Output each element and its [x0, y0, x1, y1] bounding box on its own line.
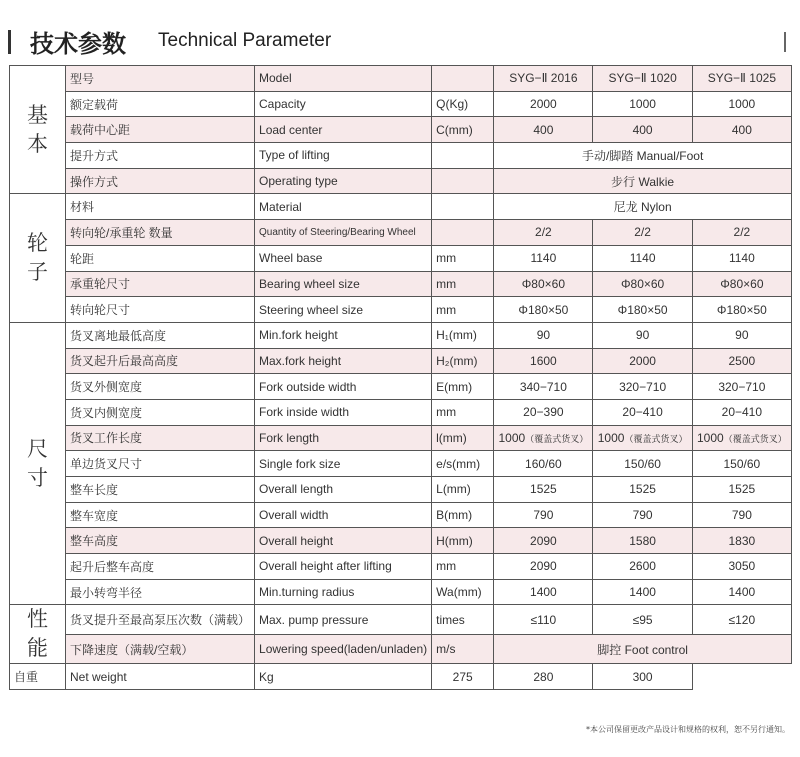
- value-text: 790: [632, 508, 653, 523]
- param-unit: Wa(mm): [432, 579, 494, 605]
- table-row: [10, 477, 792, 503]
- value-text: 1400: [728, 585, 756, 600]
- value-text: 20−390: [523, 405, 564, 420]
- spec-table: [9, 65, 792, 690]
- group-char: 寸: [27, 466, 48, 490]
- param-unit: mm: [432, 399, 494, 425]
- param-name-en: Operating type: [255, 168, 432, 194]
- param-value: [692, 297, 791, 323]
- value-text: 90: [635, 328, 650, 343]
- param-value: [494, 91, 593, 117]
- param-unit: B(mm): [432, 502, 494, 528]
- param-value: [692, 117, 791, 143]
- value-text: 2/2: [535, 225, 552, 240]
- value-text: 3050: [728, 559, 756, 574]
- value-text: SYG−Ⅱ 2016: [509, 71, 578, 86]
- param-value-all: 脚控 Foot control: [494, 634, 792, 664]
- page-header: [8, 24, 792, 58]
- value-text: 400: [632, 122, 653, 137]
- param-value: [692, 399, 791, 425]
- header-bar: [8, 30, 11, 54]
- group-label-perf: [10, 605, 66, 664]
- param-value: [494, 220, 593, 246]
- param-value: [692, 271, 791, 297]
- param-value: [692, 605, 791, 635]
- param-value: [593, 528, 692, 554]
- table-row: [10, 168, 792, 194]
- value-note: （覆盖式货叉）: [525, 433, 589, 444]
- param-value: [494, 271, 593, 297]
- table-row: [10, 451, 792, 477]
- param-value: [494, 451, 593, 477]
- group-label-size: [10, 322, 66, 605]
- param-value: [593, 579, 692, 605]
- param-unit: H(mm): [432, 528, 494, 554]
- value-text: 1525: [728, 482, 756, 497]
- param-value-all: 步行 Walkie: [494, 168, 792, 194]
- param-value: [593, 220, 692, 246]
- param-name-cn: 货叉提升至最高泵压次数（满载）: [66, 605, 255, 635]
- param-name-en: Type of lifting: [255, 143, 432, 169]
- table-row: [10, 634, 792, 664]
- param-value: [593, 477, 692, 503]
- table-row: [10, 605, 792, 635]
- param-value: [494, 399, 593, 425]
- param-unit: m/s: [432, 634, 494, 664]
- value-text: 1525: [629, 482, 656, 497]
- param-name-en: Overall width: [255, 502, 432, 528]
- group-char: 轮: [27, 232, 48, 256]
- param-name-en: Material: [255, 194, 432, 220]
- param-name-cn: 货叉起升后最高高度: [66, 348, 255, 374]
- value-text: 150/60: [723, 456, 761, 471]
- param-unit: C(mm): [432, 117, 494, 143]
- param-name-cn: 单边货叉尺寸: [66, 451, 255, 477]
- group-char: 能: [27, 637, 48, 661]
- param-name-cn: 操作方式: [66, 168, 255, 194]
- param-name-en: Steering wheel size: [255, 297, 432, 323]
- value-text: 150/60: [624, 456, 661, 471]
- param-name-en: Lowering speed(laden/unladen): [255, 634, 432, 664]
- param-name-cn: 承重轮尺寸: [66, 271, 255, 297]
- param-value: [494, 425, 593, 451]
- footnote: *本公司保留更改产品设计和规格的权利，恕不另行通知。: [586, 725, 790, 734]
- value-text: 400: [533, 122, 554, 137]
- table-row: [10, 664, 792, 690]
- value-text: 275: [452, 669, 473, 684]
- param-value: [593, 245, 692, 271]
- param-value: [593, 271, 692, 297]
- table-row: [10, 245, 792, 271]
- param-name-en: Quantity of Steering/Bearing Wheel: [255, 220, 432, 246]
- param-value: [692, 502, 791, 528]
- header-tick: [784, 32, 786, 52]
- param-unit: [432, 220, 494, 246]
- value-text: ≤110: [530, 612, 557, 627]
- param-value: [593, 374, 692, 400]
- param-value: [494, 117, 593, 143]
- value-text: 2090: [530, 533, 557, 548]
- param-unit: mm: [432, 271, 494, 297]
- value-text: 1000: [597, 430, 625, 445]
- param-unit: mm: [432, 554, 494, 580]
- param-value: [494, 322, 593, 348]
- value-text: 790: [731, 508, 752, 523]
- value-text: 1600: [530, 353, 557, 368]
- param-name-cn: 转向轮/承重轮 数量: [66, 220, 255, 246]
- param-name-en: Bearing wheel size: [255, 271, 432, 297]
- param-unit: [432, 194, 494, 220]
- value-text: Φ180×50: [716, 302, 767, 317]
- param-value: [692, 528, 791, 554]
- value-text: 1580: [629, 533, 656, 548]
- table-row: [10, 374, 792, 400]
- param-value: [494, 528, 593, 554]
- value-note: （覆盖式货叉）: [723, 433, 787, 444]
- param-value: [692, 425, 791, 451]
- value-text: 2090: [530, 559, 557, 574]
- param-value: [494, 348, 593, 374]
- param-name-cn: 载荷中心距: [66, 117, 255, 143]
- value-text: 2000: [629, 353, 656, 368]
- param-unit: times: [432, 605, 494, 635]
- param-name-en: Fork inside width: [255, 399, 432, 425]
- title-cn: 技术参数: [30, 30, 126, 58]
- param-name-en: Fork length: [255, 425, 432, 451]
- param-name-cn: 额定载荷: [66, 91, 255, 117]
- table-row: [10, 425, 792, 451]
- group-char: 本: [27, 132, 48, 156]
- param-name-cn: 轮距: [66, 245, 255, 271]
- value-text: 400: [731, 122, 752, 137]
- value-text: 320−710: [718, 379, 766, 394]
- param-name-cn: 起升后整车高度: [66, 554, 255, 580]
- param-value: [593, 348, 692, 374]
- param-unit: [432, 168, 494, 194]
- param-value: [593, 605, 692, 635]
- value-text: 1000: [728, 97, 756, 112]
- value-text: 1140: [728, 251, 755, 266]
- param-name-en: Net weight: [66, 664, 255, 690]
- table-row: [10, 271, 792, 297]
- param-value: [692, 245, 791, 271]
- param-value: [593, 91, 692, 117]
- value-text: 20−410: [721, 405, 763, 420]
- value-text: 1000: [629, 97, 656, 112]
- value-note: （覆盖式货叉）: [624, 433, 688, 444]
- value-text: 2/2: [634, 225, 651, 240]
- param-name-en: Load center: [255, 117, 432, 143]
- param-name-en: Overall height after lifting: [255, 554, 432, 580]
- param-name-en: Model: [255, 66, 432, 92]
- value-text: 1000: [498, 430, 526, 445]
- param-value: [494, 502, 593, 528]
- param-unit: [432, 322, 494, 348]
- value-text: 340−710: [519, 379, 567, 394]
- value-text: Φ80×60: [521, 276, 565, 291]
- param-name-en: Overall height: [255, 528, 432, 554]
- value-text: 20−410: [622, 405, 663, 420]
- param-value: [692, 322, 791, 348]
- param-name-en: Max. pump pressure: [255, 605, 432, 635]
- param-value: [494, 374, 593, 400]
- value-text: 2000: [530, 97, 557, 112]
- value-text: Φ180×50: [617, 302, 668, 317]
- table-row: [10, 579, 792, 605]
- param-value-all: 手动/脚踏 Manual/Foot: [494, 143, 792, 169]
- param-value: [692, 348, 791, 374]
- group-label-wheel: [10, 194, 66, 322]
- table-row: [10, 399, 792, 425]
- param-name-en: Min.fork height: [255, 322, 432, 348]
- param-value: [494, 605, 593, 635]
- param-unit: Kg: [255, 664, 432, 690]
- value-text: 790: [533, 508, 554, 523]
- param-value: [432, 664, 494, 690]
- param-value: [692, 66, 791, 92]
- value-text: 1140: [629, 251, 656, 266]
- value-text: Φ80×60: [720, 276, 764, 291]
- param-unit: Q(Kg): [432, 91, 494, 117]
- param-value: [692, 579, 791, 605]
- param-value: [593, 451, 692, 477]
- table-row: [10, 297, 792, 323]
- value-text: SYG−Ⅱ 1020: [608, 71, 677, 86]
- table-row: [10, 194, 792, 220]
- value-text: 300: [632, 669, 653, 684]
- unit-text: H₂(mm): [436, 353, 478, 368]
- value-text: 1400: [530, 585, 557, 600]
- param-value-all: 尼龙 Nylon: [494, 194, 792, 220]
- param-value: [692, 477, 791, 503]
- param-value: [692, 374, 791, 400]
- param-name-en: Single fork size: [255, 451, 432, 477]
- param-value: [593, 502, 692, 528]
- param-name-cn: 自重: [10, 664, 66, 690]
- table-row: [10, 322, 792, 348]
- param-name-en: Wheel base: [255, 245, 432, 271]
- param-name-cn: 转向轮尺寸: [66, 297, 255, 323]
- value-text: 1000: [697, 430, 724, 445]
- param-value: [593, 297, 692, 323]
- value-text: 2500: [728, 353, 756, 368]
- title-en: Technical Parameter: [158, 30, 332, 51]
- param-name-cn: 货叉外侧宽度: [66, 374, 255, 400]
- table-row: [10, 528, 792, 554]
- param-value: [494, 664, 593, 690]
- table-row: [10, 143, 792, 169]
- param-value: [692, 220, 791, 246]
- param-unit: mm: [432, 245, 494, 271]
- param-name-cn: 货叉离地最低高度: [66, 322, 255, 348]
- param-unit: [432, 143, 494, 169]
- param-name-cn: 整车高度: [66, 528, 255, 554]
- group-char: 子: [27, 261, 48, 285]
- value-text: 1830: [728, 533, 756, 548]
- table-row: [10, 91, 792, 117]
- param-value: [494, 66, 593, 92]
- value-text: 1400: [629, 585, 656, 600]
- param-unit: [432, 66, 494, 92]
- param-name-cn: 整车宽度: [66, 502, 255, 528]
- param-unit: L(mm): [432, 477, 494, 503]
- param-value: [593, 425, 692, 451]
- value-text: SYG−Ⅱ 1025: [707, 71, 776, 86]
- param-value: [494, 579, 593, 605]
- param-name-cn: 材料: [66, 194, 255, 220]
- param-name-cn: 型号: [66, 66, 255, 92]
- param-unit: mm: [432, 297, 494, 323]
- param-name-cn: 提升方式: [66, 143, 255, 169]
- param-name-cn: 下降速度（满载/空载）: [66, 634, 255, 664]
- param-value: [494, 297, 593, 323]
- table-row: [10, 348, 792, 374]
- value-text: 1140: [530, 251, 557, 266]
- value-text: Φ180×50: [518, 302, 569, 317]
- table-row: [10, 502, 792, 528]
- param-name-en: Capacity: [255, 91, 432, 117]
- group-label-basic: [10, 66, 66, 194]
- param-unit: e/s(mm): [432, 451, 494, 477]
- value-text: ≤95: [632, 612, 653, 627]
- table-row: [10, 66, 792, 92]
- param-name-cn: 货叉内侧宽度: [66, 399, 255, 425]
- group-char: 性: [27, 608, 48, 632]
- param-name-cn: 最小转弯半径: [66, 579, 255, 605]
- param-unit: [432, 348, 494, 374]
- param-value: [494, 245, 593, 271]
- param-unit: E(mm): [432, 374, 494, 400]
- param-value: [692, 451, 791, 477]
- group-char: 尺: [27, 437, 48, 461]
- value-text: Φ80×60: [620, 276, 665, 291]
- table-row: [10, 220, 792, 246]
- table-row: [10, 554, 792, 580]
- param-value: [494, 554, 593, 580]
- value-text: 2/2: [733, 225, 751, 240]
- unit-text: H₁(mm): [436, 328, 477, 343]
- value-text: 280: [533, 669, 554, 684]
- param-name-en: Fork outside width: [255, 374, 432, 400]
- param-value: [692, 554, 791, 580]
- param-value: [593, 554, 692, 580]
- value-text: ≤120: [728, 612, 756, 627]
- table-row: [10, 117, 792, 143]
- param-value: [593, 664, 692, 690]
- param-value: [593, 66, 692, 92]
- value-text: 2600: [629, 559, 656, 574]
- param-name-cn: 整车长度: [66, 477, 255, 503]
- param-value: [692, 91, 791, 117]
- param-value: [593, 117, 692, 143]
- param-name-cn: 货叉工作长度: [66, 425, 255, 451]
- value-text: 320−710: [619, 379, 667, 394]
- value-text: 90: [735, 328, 749, 343]
- param-name-en: Min.turning radius: [255, 579, 432, 605]
- value-text: 90: [536, 328, 551, 343]
- param-name-en: Overall length: [255, 477, 432, 503]
- value-text: 160/60: [525, 456, 562, 471]
- param-value: [494, 477, 593, 503]
- param-unit: l(mm): [432, 425, 494, 451]
- param-name-en: Max.fork height: [255, 348, 432, 374]
- value-text: 1525: [530, 482, 557, 497]
- param-value: [593, 322, 692, 348]
- param-value: [593, 399, 692, 425]
- group-char: 基: [27, 103, 48, 127]
